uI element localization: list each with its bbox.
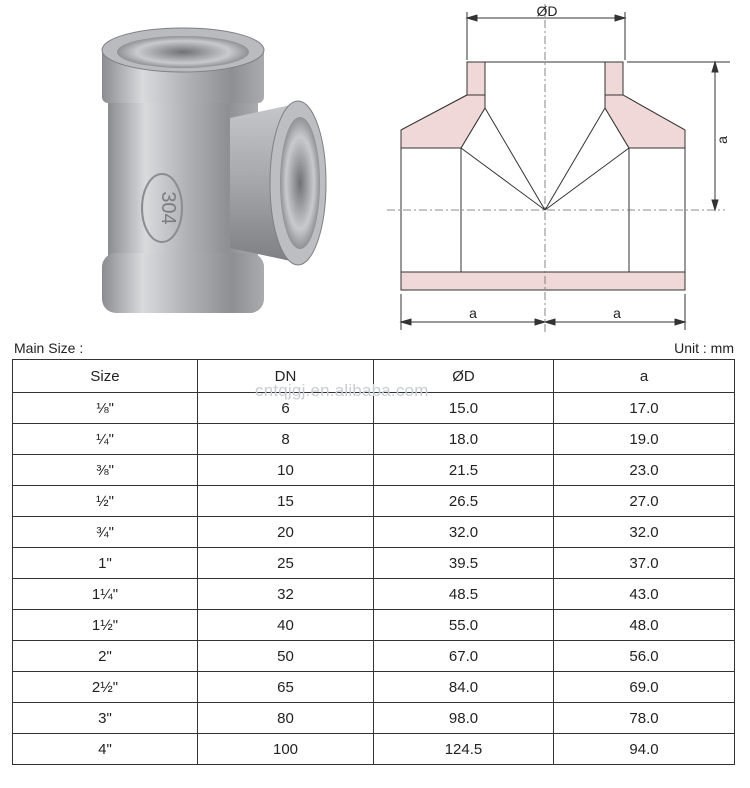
cell-size: 1½" [13,610,198,641]
table-row [13,517,735,548]
cell-size: ½" [13,486,198,517]
cell-a: 27.0 [554,486,735,517]
table-row [13,641,735,672]
watermark-text: cntqjgj.en.alibaba.com [255,381,429,400]
cell-dn: 100 [198,734,374,765]
cell-dn: 25 [198,548,374,579]
cell-a: 78.0 [554,703,735,734]
tee-fitting-image [80,8,370,338]
product-photo [80,8,370,338]
cell-size: 1¼" [13,579,198,610]
table-row [13,672,735,703]
table-row [13,579,735,610]
cell-a: 94.0 [554,734,735,765]
table-row [13,548,735,579]
cell-dn: 8 [198,424,374,455]
cell-diameter: 67.0 [374,641,554,672]
cell-size: 2" [13,641,198,672]
cell-a: 48.0 [554,610,735,641]
cell-diameter: 21.5 [374,455,554,486]
cell-diameter: 98.0 [374,703,554,734]
cell-diameter: 15.0 [374,393,554,424]
cell-a: 37.0 [554,548,735,579]
cell-a: 69.0 [554,672,735,703]
cell-diameter: 39.5 [374,548,554,579]
table-header-row [13,360,735,393]
size-spec-table [12,359,735,765]
stamp-304: 304 [157,191,179,225]
cell-a: 56.0 [554,641,735,672]
dim-a-bottom-right-label: a [613,305,621,321]
cell-diameter: 48.5 [374,579,554,610]
table-row [13,734,735,765]
cell-size: 3" [13,703,198,734]
cell-a: 32.0 [554,517,735,548]
table-row [13,455,735,486]
cell-diameter: 32.0 [374,517,554,548]
cell-dn: 6 [198,393,374,424]
cell-dn: 20 [198,517,374,548]
cell-size: ¾" [13,517,198,548]
cell-diameter: 55.0 [374,610,554,641]
dim-a-right-label: a [714,136,730,144]
cell-a: 23.0 [554,455,735,486]
table-row [13,393,735,424]
cell-size: ¼" [13,424,198,455]
header-size: Size [13,360,198,393]
cell-diameter: 18.0 [374,424,554,455]
cell-dn: 50 [198,641,374,672]
cell-size: ⅛" [13,393,198,424]
header-a: a [554,360,735,393]
unit-caption: Unit : mm [674,340,734,356]
cell-dn: 65 [198,672,374,703]
table-row [13,703,735,734]
cell-a: 19.0 [554,424,735,455]
cell-diameter: 26.5 [374,486,554,517]
header-diameter: ØD [374,360,554,393]
cell-size: 2½" [13,672,198,703]
table-row [13,486,735,517]
cell-dn: 40 [198,610,374,641]
technical-drawing [385,0,745,340]
cell-diameter: 84.0 [374,672,554,703]
dim-a-bottom-left-label: a [469,305,477,321]
main-size-caption: Main Size : [14,340,84,356]
cell-dn: 10 [198,455,374,486]
header-dn: DN [198,360,374,393]
cell-a: 43.0 [554,579,735,610]
cell-size: 1" [13,548,198,579]
cell-dn: 32 [198,579,374,610]
table-row [13,424,735,455]
dim-diameter-label: ØD [536,3,558,19]
cell-a: 17.0 [554,393,735,424]
caption-row [14,340,734,358]
cell-size: 4" [13,734,198,765]
cell-size: ⅜" [13,455,198,486]
cell-dn: 15 [198,486,374,517]
cell-dn: 80 [198,703,374,734]
table-row [13,610,735,641]
tee-section-drawing [385,0,745,340]
cell-diameter: 124.5 [374,734,554,765]
